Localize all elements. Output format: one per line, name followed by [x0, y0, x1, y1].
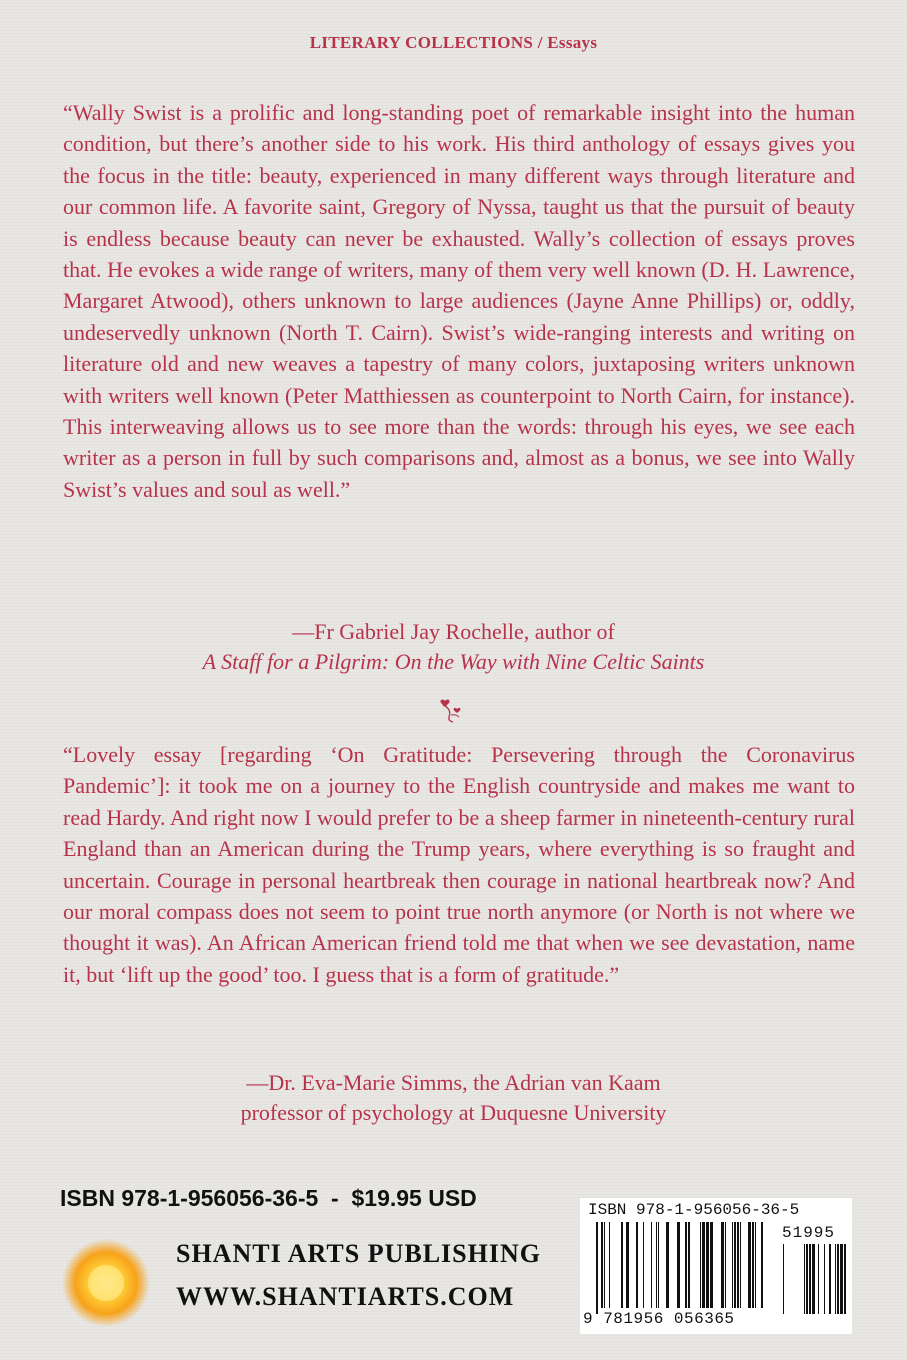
blurb-quote-1: “Wally Swist is a prolific and long-standing poet of remarkable insight into the human condition, but there’s another side to his work. His third anthology of essays gives you the focus in the title: beauty, experienced in many different ways through literature and our common life. A favorite saint, Gregory of Nyssa, taught us that the pursuit of beauty is endless because beauty can never be exhausted. Wally’s collection of essays proves that. He evokes a wide range of writers, many of them very well known (D. H. Lawrence, Margaret Atwood), others unknown to large audiences (Jayne Anne Phillips) or, oddly, undeservedly unknown (North T. Cairn). Swist’s wide-ranging interests and writing on literature old and new weaves a tapestry of many colors, juxtaposing writers unknown with writers well known (Peter Matthiessen as counterpoint to North Cairn, for instance). This interweaving allows us to see more than the words: through his eyes, we see each writer as a person in full by such comparisons and, almost as a bonus, we see into Wally Swist’s values and soul as well.” [63, 100, 855, 502]
publisher-url: WWW.SHANTIARTS.COM [176, 1282, 515, 1311]
blurb-quote-2: “Lovely essay [regarding ‘On Gratitude: Persevering through the Coronavirus Pandemic’]: it took me on a journey to the English countryside and makes me want to read Hardy. And right now I would prefer to be a sheep farmer in nineteenth-century rural England than an American during the Trump years, where everything is so fraught and uncertain. Courage in personal heartbreak then courage in national heartbreak now? And our moral compass does not seem to point true north anymore (or North is not where we thought it was). An African American friend told me that when we see devastation, name it, but ‘lift up the good’ too. I guess that is a form of gratitude.” [63, 742, 855, 987]
attribution-2-affiliation: professor of psychology at Duquesne University [240, 1100, 667, 1125]
barcode-price-code: 51995 [782, 1224, 836, 1242]
barcode-block [580, 1198, 852, 1334]
sun-logo-icon [60, 1237, 152, 1329]
attribution-1-author: —Fr Gabriel Jay Rochelle, author of [292, 619, 615, 644]
publisher-name: SHANTI ARTS PUBLISHING [176, 1239, 541, 1268]
attribution-2-author: —Dr. Eva-Marie Simms, the Adrian van Kaam [246, 1070, 661, 1095]
barcode-isbn-text: ISBN 978-1-956056-36-5 [588, 1201, 800, 1219]
attribution-1-book-title: A Staff for a Pilgrim: On the Way with Nine Celtic Saints [202, 649, 705, 674]
isbn-price-line: ISBN 978-1-956056-36-5 - $19.95 USD [60, 1185, 477, 1211]
blurb-attribution-1 [0, 617, 907, 677]
blurb-attribution-2 [0, 1068, 907, 1128]
barcode-digits: 9 781956 056365 [583, 1310, 735, 1328]
heart-vine-ornament-icon [437, 695, 467, 725]
category-label: LITERARY COLLECTIONS / Essays [309, 33, 598, 52]
